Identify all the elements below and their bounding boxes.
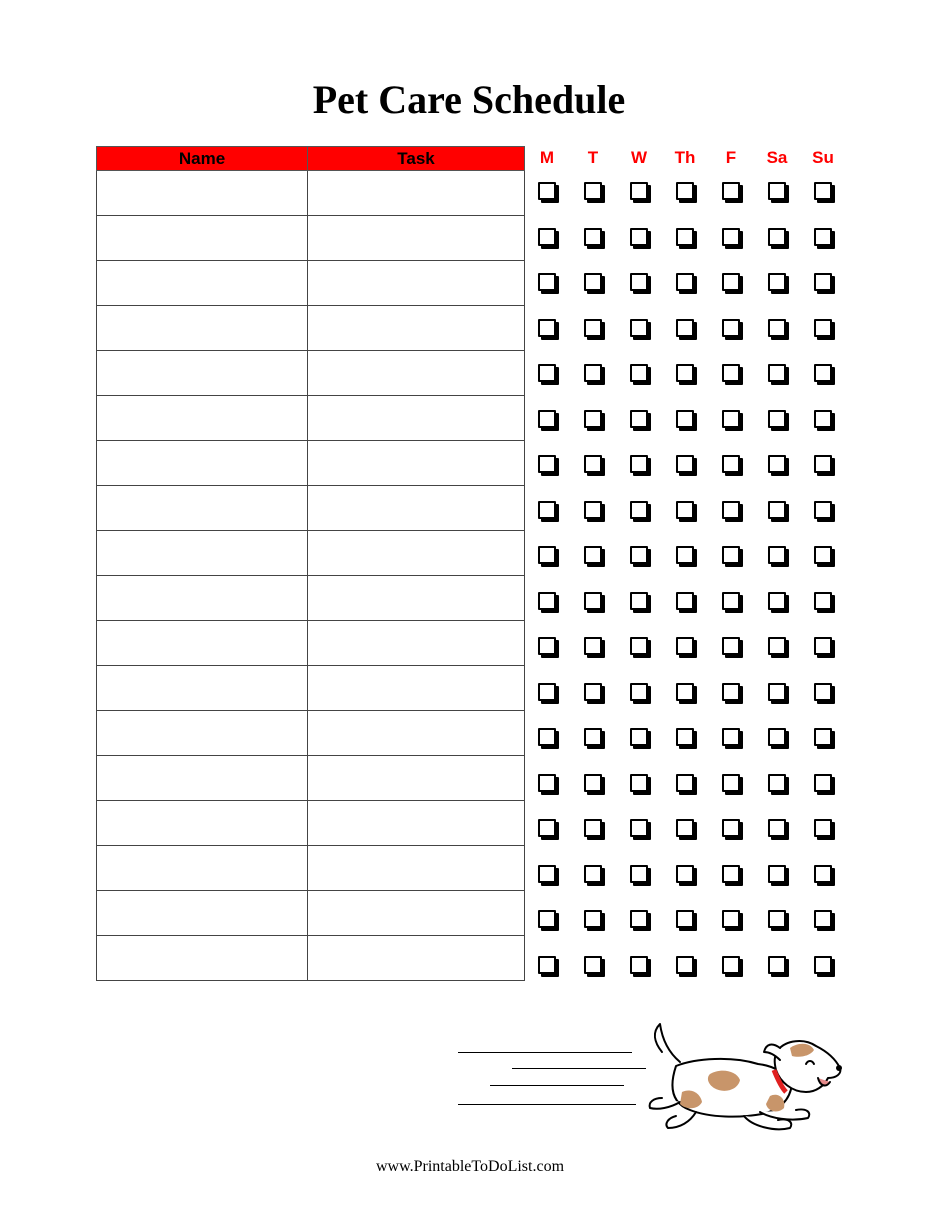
day-checkbox[interactable]	[584, 364, 602, 382]
day-label-friday: F	[725, 148, 737, 167]
day-checkbox[interactable]	[768, 182, 786, 200]
day-checkbox[interactable]	[584, 410, 602, 428]
day-checkbox[interactable]	[584, 637, 602, 655]
day-checkbox[interactable]	[768, 364, 786, 382]
day-checkbox[interactable]	[676, 637, 694, 655]
table-row	[97, 711, 525, 756]
signature-line	[458, 1104, 636, 1105]
day-checkbox[interactable]	[814, 228, 832, 246]
day-checkbox[interactable]	[630, 546, 648, 564]
day-checkbox[interactable]	[722, 364, 740, 382]
day-checkbox[interactable]	[538, 774, 556, 792]
day-checkbox[interactable]	[584, 683, 602, 701]
day-checkbox[interactable]	[584, 319, 602, 337]
task-cell[interactable]	[308, 396, 525, 441]
table-row	[97, 621, 525, 666]
task-cell[interactable]	[308, 846, 525, 891]
task-cell[interactable]	[308, 351, 525, 396]
day-checkbox[interactable]	[676, 865, 694, 883]
day-checkbox[interactable]	[630, 956, 648, 974]
day-checkbox[interactable]	[676, 819, 694, 837]
day-checkbox[interactable]	[538, 319, 556, 337]
day-checkbox[interactable]	[814, 410, 832, 428]
day-checkbox[interactable]	[584, 455, 602, 473]
day-checkbox[interactable]	[584, 728, 602, 746]
task-cell[interactable]	[308, 216, 525, 261]
name-cell[interactable]	[97, 936, 308, 981]
day-checkbox[interactable]	[768, 683, 786, 701]
day-checkbox[interactable]	[768, 319, 786, 337]
day-checkbox[interactable]	[538, 683, 556, 701]
day-checkbox[interactable]	[814, 910, 832, 928]
day-checkbox[interactable]	[814, 819, 832, 837]
day-checkbox[interactable]	[630, 819, 648, 837]
day-checkbox[interactable]	[676, 501, 694, 519]
day-checkbox[interactable]	[630, 728, 648, 746]
task-cell[interactable]	[308, 936, 525, 981]
day-checkbox[interactable]	[630, 592, 648, 610]
name-cell[interactable]	[97, 306, 308, 351]
day-checkbox[interactable]	[722, 546, 740, 564]
day-checkbox[interactable]	[722, 319, 740, 337]
day-checkbox[interactable]	[814, 728, 832, 746]
task-column-header: Task	[308, 147, 525, 171]
day-checkbox[interactable]	[676, 728, 694, 746]
task-cell[interactable]	[308, 621, 525, 666]
day-checkbox[interactable]	[584, 865, 602, 883]
day-checkbox[interactable]	[676, 273, 694, 291]
day-checkbox[interactable]	[538, 728, 556, 746]
day-checkbox[interactable]	[768, 774, 786, 792]
day-checkbox[interactable]	[538, 592, 556, 610]
name-cell[interactable]	[97, 621, 308, 666]
day-checkbox[interactable]	[584, 910, 602, 928]
day-checkbox[interactable]	[630, 501, 648, 519]
day-checkbox[interactable]	[676, 319, 694, 337]
day-checkbox[interactable]	[676, 182, 694, 200]
day-checkbox[interactable]	[676, 455, 694, 473]
name-cell[interactable]	[97, 666, 308, 711]
day-checkbox[interactable]	[722, 728, 740, 746]
day-label-monday: M	[539, 148, 555, 167]
day-checkbox[interactable]	[630, 637, 648, 655]
day-checkbox[interactable]	[676, 683, 694, 701]
day-checkbox[interactable]	[630, 319, 648, 337]
task-cell[interactable]	[308, 531, 525, 576]
day-checkbox[interactable]	[584, 956, 602, 974]
day-checkbox[interactable]	[538, 637, 556, 655]
task-cell[interactable]	[308, 666, 525, 711]
day-checkbox[interactable]	[814, 182, 832, 200]
day-checkbox[interactable]	[814, 637, 832, 655]
name-cell[interactable]	[97, 216, 308, 261]
table-row	[97, 171, 525, 216]
task-cell[interactable]	[308, 711, 525, 756]
day-checkbox[interactable]	[630, 228, 648, 246]
day-checkbox[interactable]	[814, 865, 832, 883]
day-label-thursday: Th	[674, 148, 696, 167]
day-checkbox[interactable]	[814, 592, 832, 610]
day-checkbox[interactable]	[768, 455, 786, 473]
day-checkbox[interactable]	[768, 592, 786, 610]
day-checkbox[interactable]	[538, 410, 556, 428]
day-checkbox[interactable]	[722, 774, 740, 792]
day-checkbox[interactable]	[630, 273, 648, 291]
table-row	[97, 756, 525, 801]
day-checkbox[interactable]	[676, 410, 694, 428]
day-checkbox[interactable]	[584, 546, 602, 564]
day-checkbox[interactable]	[538, 819, 556, 837]
table-row	[97, 666, 525, 711]
day-checkbox[interactable]	[722, 865, 740, 883]
day-checkbox[interactable]	[584, 819, 602, 837]
day-checkbox[interactable]	[538, 455, 556, 473]
table-row	[97, 846, 525, 891]
page-title: Pet Care Schedule	[312, 77, 626, 122]
table-row	[97, 531, 525, 576]
day-checkbox[interactable]	[814, 956, 832, 974]
task-cell[interactable]	[308, 171, 525, 216]
day-checkbox[interactable]	[768, 910, 786, 928]
day-checkbox[interactable]	[538, 273, 556, 291]
day-checkbox[interactable]	[630, 182, 648, 200]
day-checkbox[interactable]	[768, 728, 786, 746]
day-checkbox[interactable]	[630, 455, 648, 473]
name-cell[interactable]	[97, 171, 308, 216]
day-checkbox[interactable]	[722, 410, 740, 428]
day-checkbox[interactable]	[630, 683, 648, 701]
day-checkbox[interactable]	[538, 364, 556, 382]
day-checkbox[interactable]	[814, 546, 832, 564]
day-checkbox[interactable]	[538, 865, 556, 883]
day-checkbox[interactable]	[768, 273, 786, 291]
day-checkbox[interactable]	[676, 364, 694, 382]
day-checkbox[interactable]	[814, 364, 832, 382]
table-row	[97, 306, 525, 351]
table-row	[97, 936, 525, 981]
task-cell[interactable]	[308, 801, 525, 846]
day-checkbox[interactable]	[584, 228, 602, 246]
day-checkbox[interactable]	[722, 592, 740, 610]
day-label-tuesday: T	[587, 148, 599, 167]
day-checkbox[interactable]	[676, 956, 694, 974]
table-row	[97, 351, 525, 396]
table-row	[97, 801, 525, 846]
table-row	[97, 441, 525, 486]
day-checkbox[interactable]	[538, 910, 556, 928]
day-checkbox[interactable]	[584, 774, 602, 792]
day-checkbox[interactable]	[676, 910, 694, 928]
day-checkbox[interactable]	[630, 410, 648, 428]
day-label-sunday: Su	[812, 148, 834, 167]
day-checkbox[interactable]	[538, 956, 556, 974]
table-row	[97, 216, 525, 261]
name-cell[interactable]	[97, 351, 308, 396]
day-checkbox[interactable]	[768, 410, 786, 428]
name-cell[interactable]	[97, 756, 308, 801]
day-checkbox[interactable]	[722, 956, 740, 974]
day-checkbox[interactable]	[538, 182, 556, 200]
name-cell[interactable]	[97, 801, 308, 846]
name-cell[interactable]	[97, 711, 308, 756]
day-checkbox[interactable]	[722, 182, 740, 200]
day-label-saturday: Sa	[766, 148, 788, 167]
day-checkbox[interactable]	[768, 501, 786, 519]
day-checkbox[interactable]	[814, 455, 832, 473]
day-checkbox[interactable]	[722, 819, 740, 837]
signature-line	[512, 1068, 646, 1069]
signature-line	[458, 1052, 632, 1053]
day-checkbox[interactable]	[584, 501, 602, 519]
table-row	[97, 576, 525, 621]
task-cell[interactable]	[308, 756, 525, 801]
day-checkbox[interactable]	[676, 546, 694, 564]
day-checkbox[interactable]	[722, 273, 740, 291]
name-cell[interactable]	[97, 846, 308, 891]
task-cell[interactable]	[308, 441, 525, 486]
day-checkbox[interactable]	[768, 228, 786, 246]
day-checkbox[interactable]	[722, 683, 740, 701]
schedule-table-body	[97, 171, 525, 981]
name-cell[interactable]	[97, 891, 308, 936]
day-checkbox[interactable]	[722, 910, 740, 928]
day-checkbox[interactable]	[722, 637, 740, 655]
day-checkbox[interactable]	[630, 910, 648, 928]
task-cell[interactable]	[308, 261, 525, 306]
footer-website: www.PrintableToDoList.com	[375, 1158, 565, 1175]
table-header-row	[97, 147, 525, 171]
day-checkbox[interactable]	[814, 273, 832, 291]
task-cell[interactable]	[308, 486, 525, 531]
day-checkbox[interactable]	[630, 364, 648, 382]
table-row	[97, 891, 525, 936]
schedule-table	[96, 146, 525, 981]
day-checkbox[interactable]	[538, 228, 556, 246]
day-checkbox[interactable]	[676, 774, 694, 792]
day-checkbox[interactable]	[722, 501, 740, 519]
table-row	[97, 396, 525, 441]
day-checkbox[interactable]	[768, 637, 786, 655]
day-header-row	[524, 146, 846, 170]
day-checkbox[interactable]	[768, 956, 786, 974]
day-checkbox[interactable]	[538, 501, 556, 519]
day-checkbox[interactable]	[538, 546, 556, 564]
name-cell[interactable]	[97, 531, 308, 576]
day-checkbox[interactable]	[768, 819, 786, 837]
day-checkbox[interactable]	[676, 592, 694, 610]
name-cell[interactable]	[97, 486, 308, 531]
day-checkbox[interactable]	[584, 592, 602, 610]
name-cell[interactable]	[97, 576, 308, 621]
day-label-wednesday: W	[630, 148, 648, 167]
name-cell[interactable]	[97, 441, 308, 486]
task-cell[interactable]	[308, 891, 525, 936]
day-checkbox[interactable]	[814, 774, 832, 792]
day-checkbox[interactable]	[814, 683, 832, 701]
signature-line	[490, 1085, 624, 1086]
day-checkbox[interactable]	[676, 228, 694, 246]
task-cell[interactable]	[308, 576, 525, 621]
table-row	[97, 486, 525, 531]
day-checkbox[interactable]	[768, 546, 786, 564]
table-row	[97, 261, 525, 306]
day-checkbox[interactable]	[630, 865, 648, 883]
running-dog-icon	[640, 1018, 850, 1143]
day-checkbox[interactable]	[768, 865, 786, 883]
task-cell[interactable]	[308, 306, 525, 351]
name-column-header: Name	[97, 147, 308, 171]
day-checkbox[interactable]	[722, 228, 740, 246]
day-checkbox[interactable]	[814, 501, 832, 519]
name-cell[interactable]	[97, 261, 308, 306]
day-checkbox[interactable]	[722, 455, 740, 473]
name-cell[interactable]	[97, 396, 308, 441]
day-checkbox[interactable]	[814, 319, 832, 337]
day-checkbox[interactable]	[584, 273, 602, 291]
day-checkbox[interactable]	[630, 774, 648, 792]
day-checkbox[interactable]	[584, 182, 602, 200]
